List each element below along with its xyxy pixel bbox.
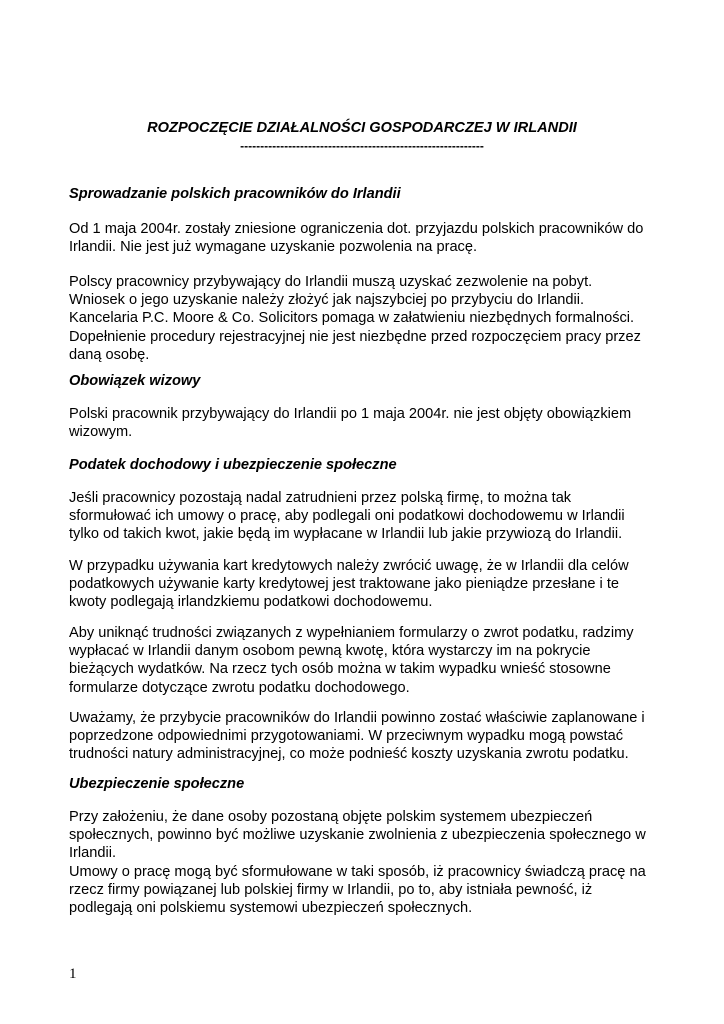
text-line: Polski pracownik przybywający do Irlandii po 1 maja 2004r. nie jest objęty obowiązkiem	[69, 406, 632, 422]
text-line: formularze dotyczące zwrotu podatku dochodowego.	[69, 679, 410, 696]
text-line: Irlandii. Nie jest już wymagane uzyskanie pozwolenia na pracę.	[69, 239, 478, 256]
section-heading: Podatek dochodowy i ubezpieczenie społeczne	[69, 457, 397, 473]
section-heading: Sprowadzanie polskich pracowników do Irlandii	[69, 186, 401, 202]
text-line: trudności natury administracyjnej, co może podnieść koszty uzyskania zwrotu podatku.	[69, 746, 629, 763]
text-line: Aby uniknąć trudności związanych z wypełnianiem formularzy o zwrot podatku, radzimy	[69, 625, 634, 641]
text-line: Uważamy, że przybycie pracowników do Irlandii powinno zostać właściwie zaplanowane i	[69, 710, 645, 726]
text-line: Wniosek o jego uzyskanie należy złożyć jak najszybciej po przybyciu do Irlandii.	[69, 292, 585, 309]
text-line: podlegają oni polskiemu systemowi ubezpieczeń społecznych.	[69, 900, 473, 917]
paragraph	[69, 489, 669, 544]
page-number: 1	[69, 966, 77, 982]
text-line: bieżących wydatków. Na rzecz tych osób można w takim wypadku wnieść stosowne	[69, 661, 611, 678]
text-line: Dopełnienie procedury rejestracyjnej nie jest niezbędne przed rozpoczęciem pracy przez	[69, 328, 641, 345]
text-line: poprzedzone odpowiednimi przygotowaniami. W przeciwnym wypadku mogą powstać	[69, 728, 624, 745]
text-line: tylko od takich kwot, jakie będą im wypłacane w Irlandii lub jakie przywiozą do Irlandii.	[69, 526, 623, 543]
text-line: Jeśli pracownicy pozostają nadal zatrudnieni przez polską firmę, to można tak	[69, 490, 572, 506]
paragraph	[69, 273, 669, 364]
text-line: społecznych, powinno być możliwe uzyskanie zwolnienia z ubezpieczenia społecznego w	[69, 827, 646, 844]
text-line: Irlandii.	[69, 845, 117, 862]
text-line: W przypadku używania kart kredytowych należy zwrócić uwagę, że w Irlandii dla celów	[69, 558, 629, 574]
text-line: Od 1 maja 2004r. zostały zniesione ograniczenia dot. przyjazdu polskich pracowników do	[69, 221, 644, 237]
text-line: Przy założeniu, że dane osoby pozostaną objęte polskim systemem ubezpieczeń	[69, 809, 593, 825]
title-underline-rule: -------------------------------------------------------------	[240, 139, 484, 153]
paragraph	[69, 405, 669, 441]
text-line: wypłacać w Irlandii danym osobom pewną kwotę, która wystarczy im na pokrycie	[69, 643, 591, 660]
text-line: sformułować ich umowy o pracę, aby podlegali oni podatkowi dochodowemu w Irlandii	[69, 508, 625, 525]
text-line: Kancelaria P.C. Moore & Co. Solicitors pomaga w załatwieniu niezbędnych formalności.	[69, 310, 635, 327]
text-line: daną osobę.	[69, 346, 150, 363]
paragraph	[69, 808, 669, 917]
section-heading: Ubezpieczenie społeczne	[69, 776, 245, 792]
paragraph	[69, 557, 669, 612]
document-title: ROZPOCZĘCIE DZIAŁALNOŚCI GOSPODARCZEJ W IRLANDII	[147, 120, 577, 136]
text-line: Umowy o pracę mogą być sformułowane w taki sposób, iż pracownicy świadczą pracę na	[69, 863, 646, 880]
text-line: podatkowych używanie karty kredytowej jest traktowane jako pieniądze przesłane i te	[69, 576, 619, 593]
text-line: wizowym.	[69, 424, 133, 441]
section-heading: Obowiązek wizowy	[69, 373, 201, 389]
text-line: kwoty podlegają irlandzkiemu podatkowi dochodowemu.	[69, 594, 433, 611]
paragraph	[69, 220, 669, 256]
text-line: rzecz firmy powiązanej lub polskiej firmy w Irlandii, po to, aby istniała pewność, iż	[69, 881, 593, 898]
paragraph	[69, 709, 669, 764]
text-line: Polscy pracownicy przybywający do Irlandii muszą uzyskać zezwolenie na pobyt.	[69, 274, 593, 290]
paragraph	[69, 624, 669, 697]
